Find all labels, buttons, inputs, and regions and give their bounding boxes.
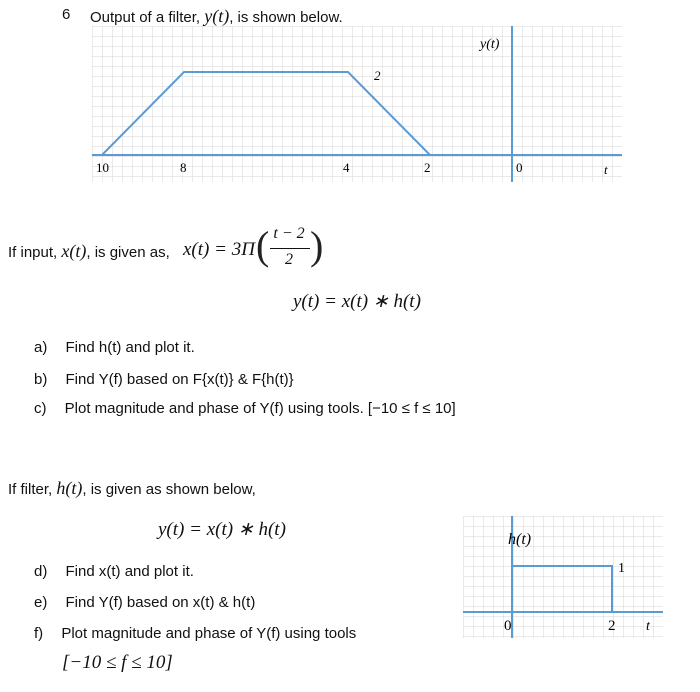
item-text: Plot magnitude and phase of Y(f) using tools bbox=[61, 625, 357, 642]
question-number: 6 bbox=[62, 6, 71, 23]
fraction-denominator: 2 bbox=[285, 251, 293, 268]
input-middle: , is given as, bbox=[86, 244, 170, 261]
tick-label-4: 4 bbox=[343, 160, 350, 175]
fraction-numerator: t − 2 bbox=[273, 225, 305, 242]
t-axis-label: t bbox=[604, 162, 608, 177]
amplitude-label: 1 bbox=[618, 561, 625, 576]
header-symbol: y(t) bbox=[204, 6, 230, 26]
end-label: 2 bbox=[608, 618, 616, 634]
item-text: Find Y(f) based on x(t) & h(t) bbox=[65, 594, 256, 611]
filter-prefix: If filter, bbox=[8, 481, 53, 498]
frequency-range: [−10 ≤ f ≤ 10] bbox=[62, 652, 173, 673]
convolution-equation: y(t) = x(t) ∗ h(t) bbox=[293, 291, 421, 312]
tick-label-8: 8 bbox=[180, 160, 187, 175]
filter-suffix: , is given as shown below, bbox=[82, 481, 256, 498]
t-axis-label: t bbox=[646, 619, 650, 634]
header-suffix: , is shown below. bbox=[229, 9, 343, 26]
header-text: Output of a filter, bbox=[90, 9, 201, 26]
input-prefix: If input, bbox=[8, 244, 58, 261]
input-symbol: x(t) bbox=[61, 241, 87, 261]
item-text: Find h(t) and plot it. bbox=[65, 339, 195, 356]
tick-label-2: 2 bbox=[424, 160, 431, 175]
origin-label: 0 bbox=[504, 618, 512, 634]
h-axis-label: h(t) bbox=[508, 531, 532, 548]
item-label: e) bbox=[34, 594, 48, 611]
paren-right: ) bbox=[310, 223, 324, 268]
item-label: d) bbox=[34, 563, 48, 580]
item-label: b) bbox=[34, 371, 48, 388]
item-label: a) bbox=[34, 339, 48, 356]
filter-symbol: h(t) bbox=[56, 478, 83, 498]
tick-label-0: 0 bbox=[516, 160, 523, 175]
item-text: Find x(t) and plot it. bbox=[65, 563, 194, 580]
paren-left: ( bbox=[256, 223, 270, 268]
item-label: c) bbox=[34, 400, 47, 417]
input-formula-lhs: x(t) = 3Π bbox=[183, 239, 255, 260]
item-label: f) bbox=[34, 625, 44, 642]
peak-label: 2 bbox=[374, 68, 381, 83]
item-text: Find Y(f) based on F{x(t)} & F{h(t)} bbox=[65, 371, 294, 388]
item-text: Plot magnitude and phase of Y(f) using tools. [−10 ≤ f ≤ 10] bbox=[64, 400, 456, 417]
graph-grid bbox=[463, 516, 663, 638]
y-axis-label: y(t) bbox=[480, 37, 500, 52]
tick-label-10: 10 bbox=[96, 160, 109, 175]
convolution-equation-2: y(t) = x(t) ∗ h(t) bbox=[158, 519, 286, 540]
